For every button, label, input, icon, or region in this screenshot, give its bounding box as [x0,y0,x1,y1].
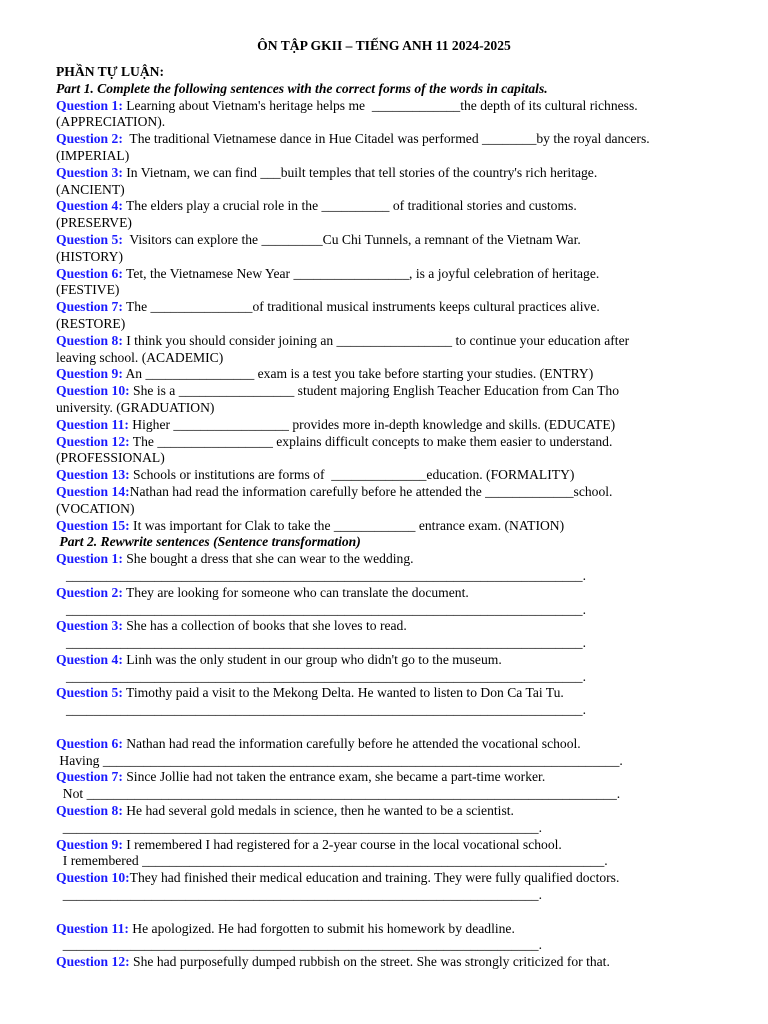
answer-blank[interactable]: ______________________________________________________________________. [62,819,542,835]
part1-question [56,198,724,232]
part2-question [56,736,724,770]
part2-question [56,769,724,803]
part1-question [56,383,724,417]
question-line [56,266,724,283]
part2-question [56,954,724,971]
question-text: I remembered I had registered for a 2-year course in the local vocational school. [122,836,562,852]
question-line [56,518,724,535]
question-label: Question 10: [56,383,130,399]
answer-prefix [56,937,63,952]
answer-line[interactable] [56,820,724,837]
question-label: Question 6: [56,735,123,751]
part1-question [56,333,724,367]
question-text: They are looking for someone who can translate the document. [122,584,469,600]
question-line [56,232,724,249]
answer-line[interactable] [56,853,724,870]
question-line [56,685,724,702]
question-word-hint: (HISTORY) [56,248,123,264]
answer-blank[interactable]: ______________________________________________________________________. [62,937,542,953]
answer-line[interactable]: ____________________________________________________________________________. [66,567,586,583]
question-label: Question 4: [56,198,123,214]
answer-prefix [56,820,63,835]
answer-line[interactable]: ____________________________________________________________________________. [66,668,586,684]
question-text: Tet, the Vietnamese New Year _________________, is a joyful celebration of heritage. [122,265,600,281]
question-text: It was important for Clak to take the ____________ entrance exam. (NATION) [129,517,565,533]
part1-question [56,232,724,266]
question-label: Question 11: [56,416,129,432]
question-text: Linh was the only student in our group who didn't go to the museum. [122,651,502,667]
question-label: Question 12: [56,433,130,449]
question-text: Timothy paid a visit to the Mekong Delta. He wanted to listen to Don Ca Tai Tu. [122,685,564,701]
question-line [56,652,724,669]
question-word-hint: (IMPERIAL) [56,147,130,163]
question-line [56,383,724,400]
question-label: Question 12: [56,954,130,970]
question-label: Question 2: [56,584,123,600]
question-word-hint: (PRESERVE) [56,215,132,231]
question-line [56,803,724,820]
answer-prefix [56,887,63,902]
question-text: The traditional Vietnamese dance in Hue Citadel was performed ________by the royal dancers. [122,131,650,147]
question-text: The _________________ explains difficult concepts to make them easier to understand. [129,433,613,449]
question-word-hint: (VOCATION) [56,500,135,516]
part1-question [56,434,724,468]
question-line [56,198,724,215]
question-line [56,736,724,753]
part2-question [56,921,724,955]
part2-question-list-a [56,551,724,719]
answer-blank[interactable]: ______________________________________________________________________________. [86,786,621,802]
question-line [56,870,724,887]
question-label: Question 15: [56,517,130,533]
part1-question [56,518,724,535]
question-text: Schools or institutions are forms of ______________education. (FORMALITY) [129,467,575,483]
part1-question [56,266,724,300]
part1-question [56,484,724,518]
question-label: Question 5: [56,231,123,247]
question-line [56,98,724,115]
question-text: Nathan had read the information carefully before he attended the vocational school. [122,735,581,751]
document-content [56,64,724,971]
part2-question [56,837,724,871]
part2-question-list-c [56,921,724,971]
question-label: Question 2: [56,131,123,147]
question-line [56,165,724,182]
question-label: Question 1: [56,551,123,567]
spacer [56,719,724,736]
answer-line[interactable] [56,786,724,803]
part2-question [56,870,724,904]
question-text: She has a collection of books that she loves to read. [122,618,407,634]
part2-question [56,652,724,686]
answer-line[interactable] [56,887,724,904]
question-text: I think you should consider joining an _________________ to continue your education after [122,332,630,348]
answer-line[interactable] [56,937,724,954]
question-text: He apologized. He had forgotten to submit his homework by deadline. [128,920,515,936]
answer-line[interactable]: ____________________________________________________________________________. [66,601,586,617]
question-label: Question 9: [56,836,123,852]
page-title: ÔN TẬP GKII – TIẾNG ANH 11 2024-2025 [257,38,511,53]
question-label: Question 7: [56,769,123,785]
question-text: She bought a dress that she can wear to the wedding. [122,551,414,567]
question-text: The _______________of traditional musical instruments keeps cultural practices alive. [122,299,600,315]
answer-prefix: I remembered [56,853,143,869]
part1-question [56,467,724,484]
part1-question [56,417,724,434]
question-text: Since Jollie had not taken the entrance exam, she became a part-time worker. [122,769,546,785]
part2-question [56,585,724,619]
question-text: Visitors can explore the _________Cu Chi Tunnels, a remnant of the Vietnam War. [122,231,581,247]
question-label: Question 7: [56,299,123,315]
question-text: The elders play a crucial role in the __________ of traditional stories and customs. [122,198,577,214]
question-line [56,484,724,501]
question-line [56,954,724,971]
answer-line[interactable]: ____________________________________________________________________________. [66,635,586,651]
answer-blank[interactable]: ____________________________________________________________________________. [102,752,623,768]
answer-blank[interactable]: ____________________________________________________________________. [142,853,608,869]
question-label: Question 11: [56,920,129,936]
part2-heading: Part 2. Rewwrite sentences (Sentence transformation) [56,534,361,550]
question-label: Question 10: [56,870,130,886]
question-line [56,551,724,568]
part1-question [56,366,724,383]
part2-question-list-b [56,736,724,904]
answer-line[interactable] [56,753,724,770]
question-label: Question 14: [56,483,130,499]
question-line [56,366,724,383]
question-line [56,618,724,635]
question-line [56,585,724,602]
question-word-hint: (RESTORE) [56,315,126,331]
section-heading: PHẦN TỰ LUẬN: [56,64,164,79]
question-line [56,921,724,938]
question-label: Question 8: [56,803,123,819]
question-label: Question 6: [56,265,123,281]
answer-prefix: Not [56,786,87,802]
question-line [56,333,724,350]
part1-question [56,165,724,199]
question-text: He had several gold medals in science, then he wanted to be a scientist. [122,803,514,819]
question-text: In Vietnam, we can find ___built temples that tell stories of the country's rich heritage. [122,164,598,180]
spacer [56,904,724,921]
question-label: Question 8: [56,332,123,348]
question-word-hint: (FESTIVE) [56,282,120,298]
question-text: She is a _________________ student majoring English Teacher Education from Can Tho [129,383,619,399]
part1-heading: Part 1. Complete the following sentences with the correct forms of the words in capitals. [56,80,548,96]
question-text: Nathan had read the information carefully before he attended the _____________school. [129,483,613,499]
question-label: Question 3: [56,164,123,180]
part1-question [56,98,724,132]
question-text: Higher _________________ provides more in-depth knowledge and skills. (EDUCATE) [128,416,616,432]
part2-question [56,685,724,719]
question-label: Question 1: [56,97,123,113]
part1-question-list [56,98,724,535]
question-label: Question 4: [56,651,123,667]
part2-question [56,618,724,652]
answer-line[interactable]: ____________________________________________________________________________. [66,702,586,718]
question-text: She had purposefully dumped rubbish on the street. She was strongly criticized for that. [129,954,610,970]
question-label: Question 5: [56,685,123,701]
question-label: Question 13: [56,467,130,483]
question-line [56,299,724,316]
question-line [56,837,724,854]
question-line [56,131,724,148]
part2-question [56,551,724,585]
question-text: An ________________ exam is a test you take before starting your studies. (ENTRY) [122,366,594,382]
question-word-hint: university. (GRADUATION) [56,399,215,415]
question-word-hint: (ANCIENT) [56,181,125,197]
question-line [56,417,724,434]
question-line [56,434,724,451]
question-line [56,467,724,484]
part1-question [56,131,724,165]
question-word-hint: (PROFESSIONAL) [56,450,165,466]
answer-prefix: Having [56,752,103,768]
part1-question [56,299,724,333]
question-word-hint: leaving school. (ACADEMIC) [56,349,224,365]
question-text: They had finished their medical education and training. They were fully qualified doctors. [129,870,620,886]
answer-blank[interactable]: ______________________________________________________________________. [62,887,542,903]
question-label: Question 9: [56,366,123,382]
question-label: Question 3: [56,618,123,634]
part2-question [56,803,724,837]
question-word-hint: (APPRECIATION). [56,114,166,130]
question-text: Learning about Vietnam's heritage helps me _____________the depth of its cultural richness. [122,97,638,113]
question-line [56,769,724,786]
